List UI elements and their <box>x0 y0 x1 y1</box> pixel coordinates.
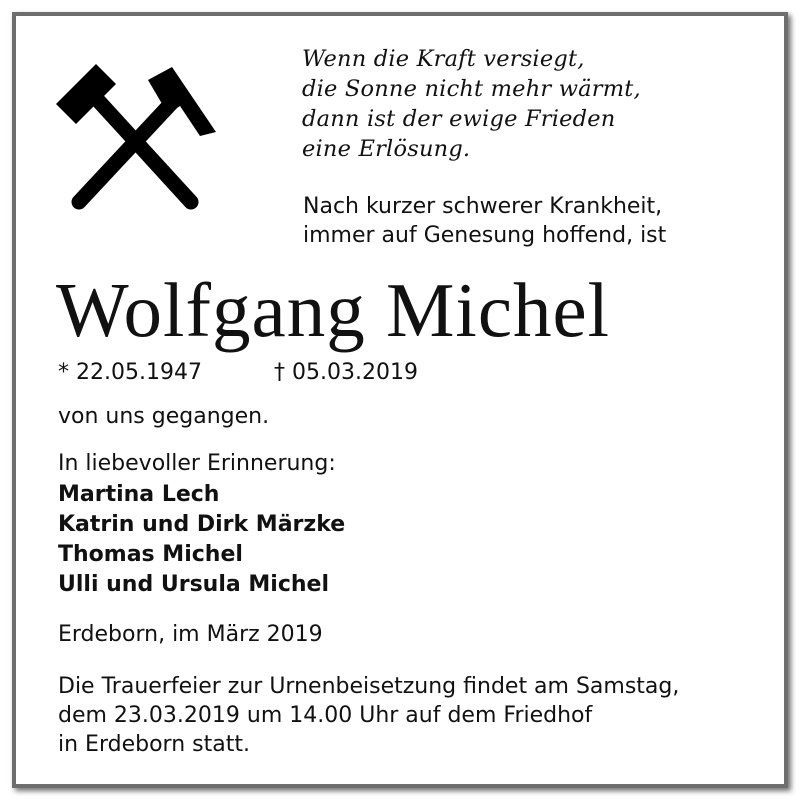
poem-line: Wenn die Kraft versiegt, <box>302 46 585 72</box>
mourner-name: Thomas Michel <box>58 542 243 567</box>
poem-line: die Sonne nicht mehr wärmt, <box>302 76 641 102</box>
birth-date: * 22.05.1947 <box>58 360 202 385</box>
intro-text <box>303 192 666 250</box>
life-dates <box>58 358 418 388</box>
passed-away-text: von uns gegangen. <box>58 404 270 429</box>
mourner-name: Martina Lech <box>58 482 220 507</box>
crossed-hammer-and-pick-icon <box>50 62 222 214</box>
funeral-notice-line: Die Trauerfeier zur Urnenbeisetzung findet am Samstag, <box>58 674 680 699</box>
funeral-notice-line: in Erdeborn statt. <box>58 732 250 757</box>
place-and-date: Erdeborn, im März 2019 <box>58 622 323 647</box>
deceased-name: Wolfgang Michel <box>56 267 611 353</box>
memory-heading: In liebevoller Erinnerung: <box>58 451 336 476</box>
poem-line: eine Erlösung. <box>302 136 471 162</box>
funeral-notice <box>58 672 679 759</box>
poem <box>302 44 641 164</box>
poem-line: dann ist der ewige Frieden <box>302 106 616 132</box>
intro-line: immer auf Genesung hoffend, ist <box>303 223 667 248</box>
funeral-notice-line: dem 23.03.2019 um 14.00 Uhr auf dem Friedhof <box>58 703 593 728</box>
mourner-name: Ulli und Ursula Michel <box>58 572 329 597</box>
mourners-list <box>58 480 345 600</box>
intro-line: Nach kurzer schwerer Krankheit, <box>303 194 663 219</box>
mourner-name: Katrin und Dirk Märzke <box>58 512 346 537</box>
death-date: † 05.03.2019 <box>274 360 418 385</box>
